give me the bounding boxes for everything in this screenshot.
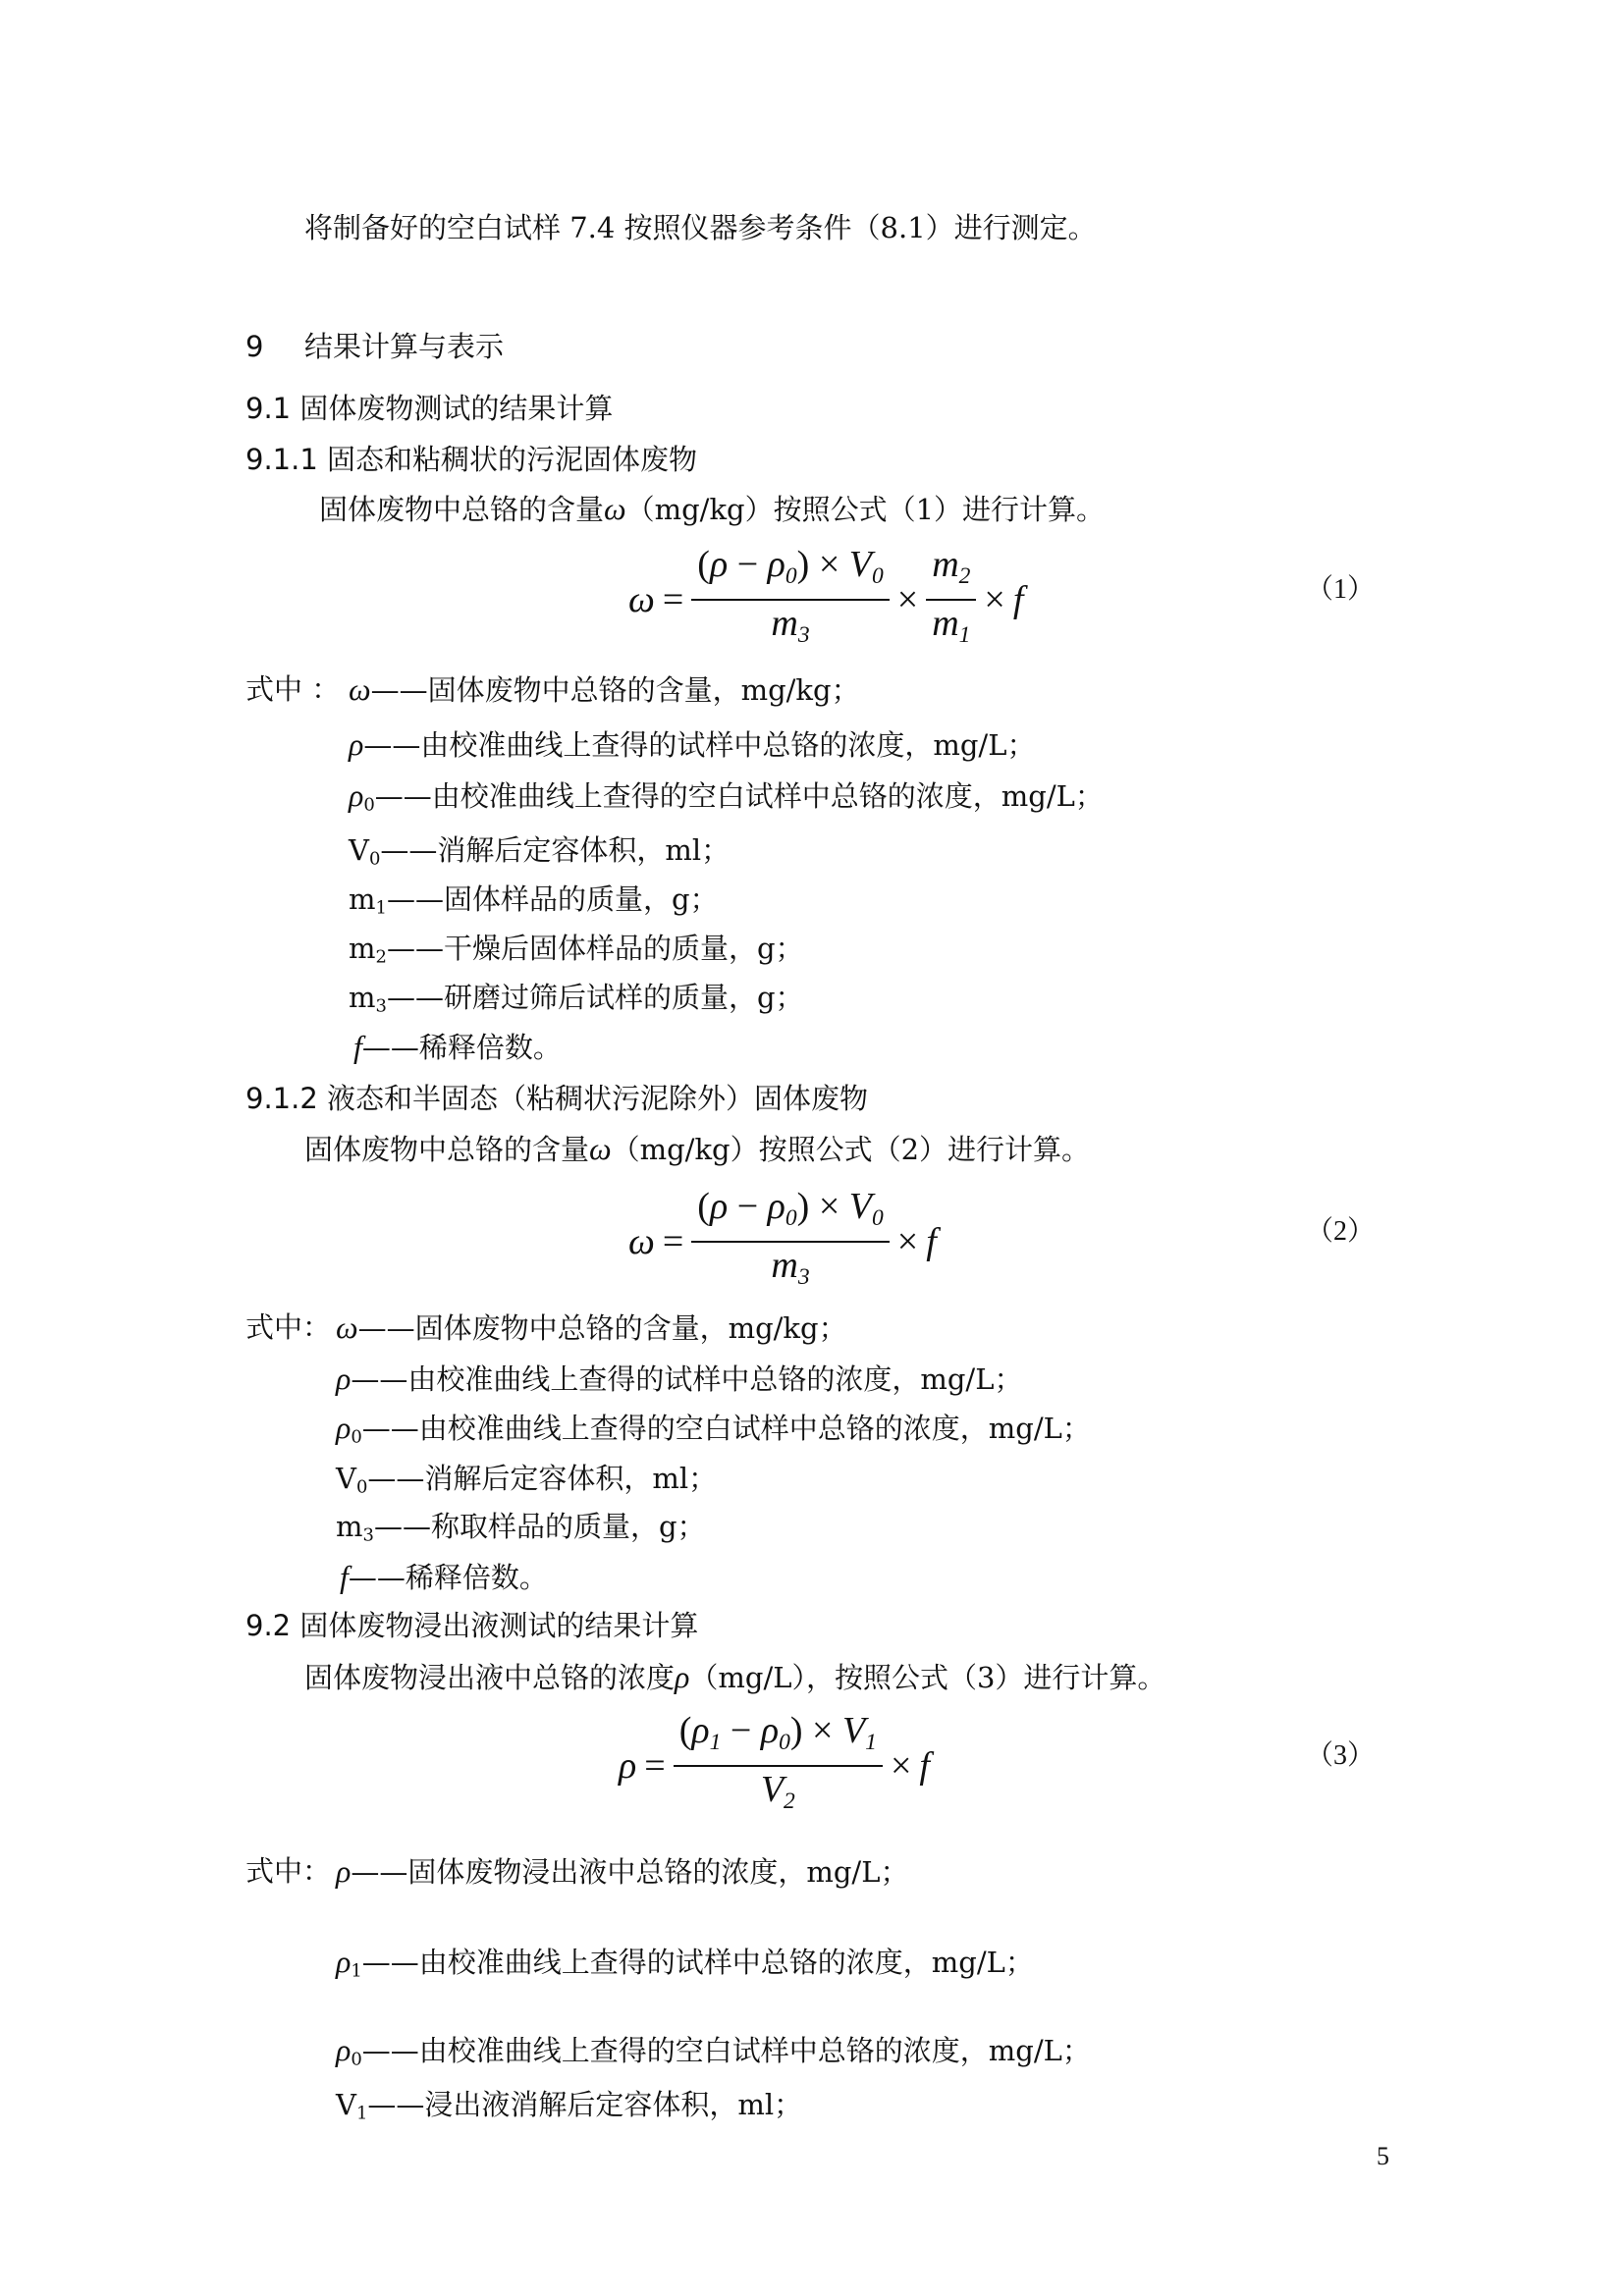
formula-3-number: （3） (1306, 1740, 1376, 1771)
def-1-v0: $V_0——$消解后定容体积，ml； (349, 833, 731, 870)
page-number: 5 (1377, 2142, 1389, 2170)
def-1-m2: $m_2——$干燥后固体样品的质量，g； (349, 932, 804, 968)
def-1-rho: ρ——由校准曲线上查得的试样中总铬的浓度，mg/L； (349, 726, 1036, 762)
section-9-1-1-title: 9.1.1 固态和粘稠状的污泥固体废物 (245, 443, 698, 476)
where-label-3: 式中： (245, 1854, 332, 1888)
where-label-2: 式中： (245, 1310, 332, 1344)
section-9-title: 结果计算与表示 (304, 330, 505, 363)
formula-3: ρ = $\frac{(\rho 1 - \rho 0) \times V1}{V2}$ × f (619, 1708, 930, 1824)
section-9-1-1-lead: 固体废物中总铬的含量ω（mg/kg）按照公式（1）进行计算。 (319, 491, 1106, 526)
formula-1: ω = $\frac{(\rho - \rho 0) \times V0}{m3}$ × $\frac{m2}{m1}$ × f (628, 542, 1023, 658)
section-9-1-title: 9.1 固体废物测试的结果计算 (245, 392, 614, 425)
section-9-2-lead: 固体废物浸出液中总铬的浓度ρ（mg/L），按照公式（3）进行计算。 (304, 1659, 1166, 1694)
section-9-1-2-title: 9.1.2 液态和半固态（粘稠状污泥除外）固体废物 (245, 1082, 869, 1115)
def-2-v0: $V_0——$消解后定容体积，ml； (336, 1462, 718, 1498)
def-2-rho0: $\rho_0——$由校准曲线上查得的空白试样中总铬的浓度，mg/L； (336, 1410, 1091, 1448)
def-3-v1: $V_1——$浸出液消解后定容体积，ml； (336, 2088, 803, 2124)
def-1-f: f——稀释倍数。 (353, 1029, 562, 1064)
formula-1-fraction-a: $\frac{(\rho - \rho 0) \times V0}{m3}$ (691, 542, 889, 658)
intro-paragraph: 将制备好的空白试样 7.4 按照仪器参考条件（8.1）进行测定。 (304, 211, 1097, 244)
section-9-number: 9 (245, 330, 264, 363)
where-label-1: 式中 ： (245, 672, 341, 706)
def-3-rho1: $\rho_1——$由校准曲线上查得的试样中总铬的浓度，mg/L； (336, 1944, 1034, 1982)
def-1-omega: ω——固体废物中总铬的含量，mg/kg； (349, 671, 860, 707)
def-1-m3: $m_3——$研磨过筛后试样的质量，g； (349, 981, 804, 1017)
def-2-m3: $m_3——$称取样品的质量，g； (336, 1510, 706, 1546)
formula-2: ω = $\frac{(\rho - \rho 0) \times V0}{m3}$ × f (628, 1184, 937, 1300)
def-1-rho0: $\rho_0——$由校准曲线上查得的空白试样中总铬的浓度，mg/L； (349, 777, 1104, 816)
omega-symbol: ω (604, 491, 626, 526)
def-2-f: f——稀释倍数。 (340, 1559, 548, 1594)
formula-2-number: （2） (1306, 1216, 1376, 1247)
section-9-2-title: 9.2 固体废物浸出液测试的结果计算 (245, 1609, 699, 1642)
def-3-rho0: $\rho_0——$由校准曲线上查得的空白试样中总铬的浓度，mg/L； (336, 2032, 1091, 2070)
section-9-1-2-lead: 固体废物中总铬的含量ω（mg/kg）按照公式（2）进行计算。 (304, 1131, 1091, 1166)
def-2-omega: ω——固体废物中总铬的含量，mg/kg； (336, 1309, 847, 1345)
formula-2-fraction: $\frac{(\rho - \rho 0) \times V0}{m3}$ (691, 1184, 889, 1300)
formula-3-fraction: $\frac{(\rho 1 - \rho 0) \times V1}{V2}$ (674, 1708, 883, 1824)
def-2-rho: ρ——由校准曲线上查得的试样中总铬的浓度，mg/L； (336, 1361, 1023, 1396)
def-1-m1: $m_1——$固体样品的质量，g； (349, 882, 719, 919)
formula-1-number: （1） (1306, 574, 1376, 605)
def-3-rho: ρ——固体废物浸出液中总铬的浓度，mg/L； (336, 1853, 909, 1889)
formula-1-fraction-b: $\frac{m2}{m1}$ (926, 542, 976, 658)
